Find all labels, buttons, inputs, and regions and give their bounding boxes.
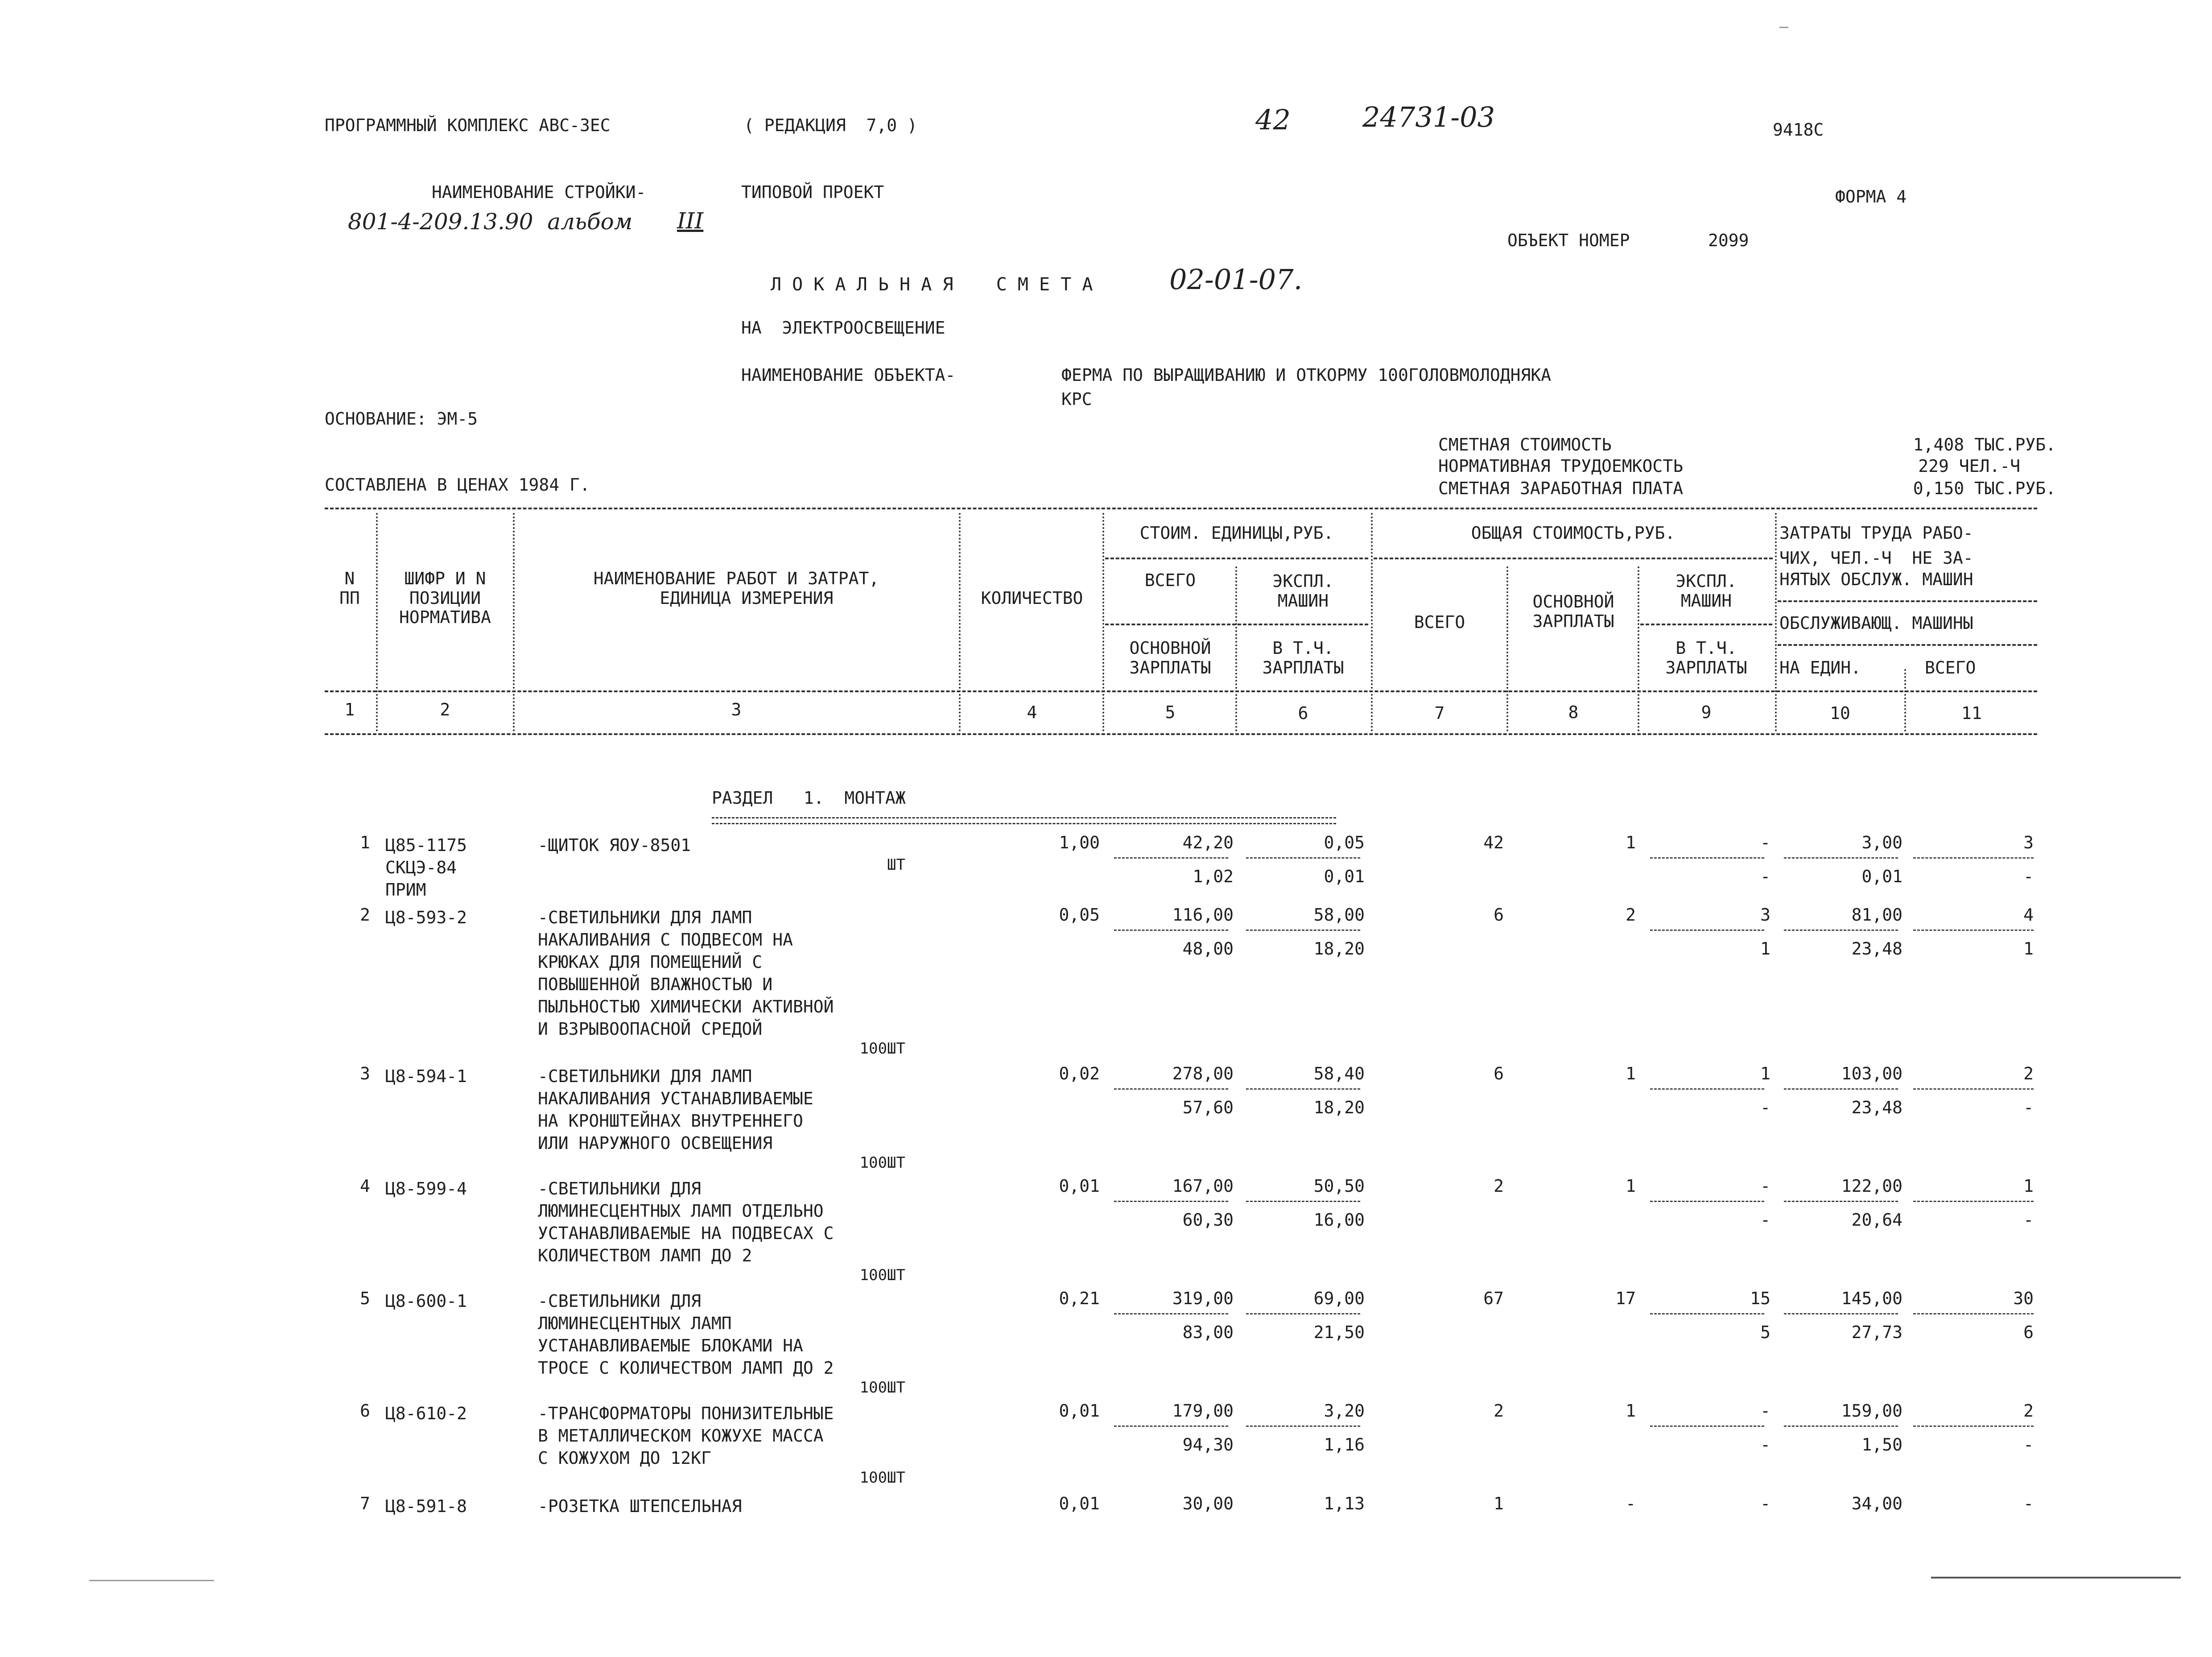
col-number: 3 xyxy=(731,700,742,719)
summary-label-wages: СМЕТНАЯ ЗАРАБОТНАЯ ПЛАТА xyxy=(1438,479,1684,498)
cell-divider xyxy=(1784,1088,1898,1090)
row-labor-total: 2 xyxy=(2023,1401,2034,1421)
object-number: 2099 xyxy=(1708,231,1749,250)
row-machine-wages-incl: - xyxy=(1760,1210,1770,1230)
row-total-machines: - xyxy=(1760,1401,1770,1421)
row-unit-cost-total: 116,00 xyxy=(1172,905,1234,925)
row-labor-machinists-total: - xyxy=(2023,1435,2034,1455)
col-sep xyxy=(1904,669,1906,731)
row-total-machines: 3 xyxy=(1760,905,1770,925)
col-header-code: ШИФР И N ПОЗИЦИИ НОРМАТИВА xyxy=(399,569,491,628)
cell-divider xyxy=(1246,1201,1360,1202)
row-labor-per-unit: 103,00 xyxy=(1841,1064,1902,1083)
cell-divider xyxy=(1784,930,1898,931)
row-labor-machinists-unit: 0,01 xyxy=(1861,867,1902,886)
col-header-quantity: КОЛИЧЕСТВО xyxy=(981,588,1083,608)
col-number: 7 xyxy=(1434,703,1445,723)
row-unit: 100ШТ xyxy=(859,1469,905,1487)
cell-divider xyxy=(1650,930,1764,931)
row-machine-wages-incl: 1 xyxy=(1760,939,1770,959)
cell-divider xyxy=(1246,1313,1360,1314)
col-sep xyxy=(1506,566,1508,731)
project-code-handwritten: 801-4-209.13.90 альбом xyxy=(348,209,633,235)
row-total-machines: 1 xyxy=(1760,1064,1770,1083)
row-quantity: 0,01 xyxy=(1059,1494,1100,1513)
row-labor-per-unit: 3,00 xyxy=(1861,833,1902,852)
album-number-handwritten: III xyxy=(677,208,704,234)
row-name: -СВЕТИЛЬНИКИ ДЛЯ ЛЮМИНЕСЦЕНТНЫХ ЛАМП ОТДЕЛЬНО УСТАНАВЛИВАЕМЫЕ НА ПОДВЕСАХ С КОЛИЧЕСТВОМ ЛАМП ДО 2 xyxy=(538,1179,834,1265)
cell-divider xyxy=(1650,1313,1764,1314)
page-number: 42 xyxy=(1255,103,1291,136)
row-total-wages: 2 xyxy=(1626,905,1636,925)
summary-label-cost: СМЕТНАЯ СТОИМОСТЬ xyxy=(1438,435,1612,455)
row-number: 3 xyxy=(360,1064,370,1083)
row-name: -СВЕТИЛЬНИКИ ДЛЯ ЛЮМИНЕСЦЕНТНЫХ ЛАМП УСТАНАВЛИВАЕМЫЕ БЛОКАМИ НА ТРОСЕ С КОЛИЧЕСТВОМ ЛАМП ДО 2 xyxy=(538,1291,834,1378)
row-code: Ц8-610-2 xyxy=(385,1404,467,1423)
col-number: 4 xyxy=(1027,702,1037,722)
row-unit-cost-machines: 50,50 xyxy=(1313,1176,1365,1196)
construction-label: НАИМЕНОВАНИЕ СТРОЙКИ- xyxy=(432,182,646,202)
row-labor-total: 4 xyxy=(2023,905,2034,925)
cell-divider xyxy=(1784,1201,1898,1202)
row-unit-cost-total: 179,00 xyxy=(1172,1401,1234,1421)
row-total-cost: 6 xyxy=(1494,905,1504,925)
scan-mark xyxy=(89,1580,214,1581)
row-code: Ц8-594-1 xyxy=(385,1066,467,1086)
row-number: 4 xyxy=(360,1176,370,1196)
row-number: 7 xyxy=(360,1494,370,1513)
col-sep xyxy=(513,513,515,731)
col-header-labor-line3: НЯТЫХ ОБСЛУЖ. МАШИН xyxy=(1779,570,1973,589)
cell-divider xyxy=(1650,857,1764,859)
col-number: 5 xyxy=(1165,702,1176,722)
col-header-uc-total: ВСЕГО xyxy=(1144,570,1196,590)
row-code: Ц8-591-8 xyxy=(385,1496,467,1516)
row-total-wages: 1 xyxy=(1626,833,1636,852)
row-unit-cost-machines: 1,13 xyxy=(1324,1494,1365,1513)
cell-divider xyxy=(1246,1426,1360,1427)
row-unit-cost-machines: 0,05 xyxy=(1324,833,1365,852)
price-basis: СОСТАВЛЕНА В ЦЕНАХ 1984 Г. xyxy=(325,475,590,495)
row-unit-cost-machines: 3,20 xyxy=(1324,1401,1365,1421)
cell-divider xyxy=(1784,1313,1898,1314)
row-labor-machinists-unit: 23,48 xyxy=(1851,1098,1902,1117)
col-header-name: НАИМЕНОВАНИЕ РАБОТ И ЗАТРАТ, ЕДИНИЦА ИЗМЕРЕНИЯ xyxy=(593,569,879,608)
row-labor-machinists-unit: 23,48 xyxy=(1851,939,1902,959)
scan-mark xyxy=(1779,27,1788,28)
row-unit-cost-total: 42,20 xyxy=(1182,833,1234,852)
row-machine-wages-incl: - xyxy=(1760,1098,1770,1117)
row-code: Ц8-600-1 xyxy=(385,1291,467,1311)
unit-cost-rule xyxy=(1105,558,1368,559)
cell-divider xyxy=(1114,1313,1228,1314)
col-header-tc-incl: В Т.Ч. ЗАРПЛАТЫ xyxy=(1665,638,1747,678)
row-unit: 100ШТ xyxy=(859,1379,905,1397)
object-number-label: ОБЪЕКТ НОМЕР xyxy=(1507,231,1630,250)
cell-divider xyxy=(1784,1426,1898,1427)
row-total-cost: 6 xyxy=(1494,1064,1504,1083)
row-unit: 100ШТ xyxy=(859,1154,905,1172)
row-unit-cost-total: 278,00 xyxy=(1172,1064,1234,1083)
cell-divider xyxy=(1650,1201,1764,1202)
row-total-wages: - xyxy=(1626,1494,1636,1513)
col-number: 6 xyxy=(1298,703,1308,723)
col-sep xyxy=(1102,513,1104,731)
cell-divider xyxy=(1913,1088,2034,1090)
row-labor-per-unit: 81,00 xyxy=(1851,905,1902,925)
cell-divider xyxy=(1114,857,1228,859)
cell-divider xyxy=(1913,1313,2034,1314)
row-name: -ЩИТОК ЯОУ-8501 xyxy=(538,835,691,855)
row-quantity: 0,01 xyxy=(1059,1401,1100,1421)
row-total-cost: 42 xyxy=(1483,833,1504,852)
row-labor-machinists-unit: 1,50 xyxy=(1861,1435,1902,1455)
col-number: 8 xyxy=(1568,702,1579,722)
row-total-machines: 15 xyxy=(1750,1289,1770,1308)
row-number: 2 xyxy=(360,905,370,925)
col-number: 11 xyxy=(1961,703,1982,723)
row-labor-total: - xyxy=(2023,1494,2034,1513)
col-header-labor-line1: ЗАТРАТЫ ТРУДА РАБО- xyxy=(1779,523,1973,543)
cell-divider xyxy=(1650,1426,1764,1427)
cell-divider xyxy=(1913,1426,2034,1427)
row-labor-total: 1 xyxy=(2023,1176,2034,1196)
row-unit-cost-machines: 58,40 xyxy=(1313,1064,1365,1083)
object-name-line2: КРС xyxy=(1061,389,1092,409)
row-machine-wages-incl: - xyxy=(1760,867,1770,886)
row-unit: 100ШТ xyxy=(859,1040,905,1058)
row-quantity: 0,01 xyxy=(1059,1176,1100,1196)
row-unit-cost-total: 319,00 xyxy=(1172,1289,1234,1308)
row-code: Ц85-1175 СКЦЭ-84 ПРИМ xyxy=(385,835,467,900)
cell-divider xyxy=(1913,1201,2034,1202)
row-unit: 100ШТ xyxy=(859,1266,905,1284)
section-title: РАЗДЕЛ 1. МОНТАЖ xyxy=(712,788,906,808)
program-name: ПРОГРАММНЫЙ КОМПЛЕКС АВС-3ЕС xyxy=(325,116,611,135)
col-header-labor-line2: ЧИХ, ЧЕЛ.-Ч НЕ ЗА- xyxy=(1779,548,1973,568)
column-numbers-bottom-rule xyxy=(325,733,2037,735)
labor-rule-2 xyxy=(1778,644,2037,646)
scan-mark xyxy=(1931,1577,2181,1578)
total-mach-mid-rule xyxy=(1640,624,1772,625)
col-number: 2 xyxy=(440,700,450,719)
row-labor-per-unit: 159,00 xyxy=(1841,1401,1902,1421)
summary-value-wages: 0,150 ТЫС.РУБ. xyxy=(1913,479,2056,498)
col-header-tc-wage: ОСНОВНОЙ ЗАРПЛАТЫ xyxy=(1532,592,1614,631)
row-unit-wages-incl: 18,20 xyxy=(1313,939,1365,959)
row-labor-machinists-total: 1 xyxy=(2023,939,2034,959)
row-labor-total: 30 xyxy=(2013,1289,2034,1308)
unit-cost-mid-rule xyxy=(1105,624,1368,625)
row-name: -СВЕТИЛЬНИКИ ДЛЯ ЛАМП НАКАЛИВАНИЯ УСТАНАВЛИВАЕМЫЕ НА КРОНШТЕЙНАХ ВНУТРЕННЕГО ИЛИ НАРУЖНОГО ОСВЕЩЕНИЯ xyxy=(538,1066,813,1153)
row-unit-wages-incl: 16,00 xyxy=(1313,1210,1365,1230)
row-labor-per-unit: 145,00 xyxy=(1841,1289,1902,1308)
row-labor-machinists-total: 6 xyxy=(2023,1322,2034,1342)
document-title: Л О К А Л Ь Н А Я С М Е Т А xyxy=(771,274,1093,295)
row-total-machines: - xyxy=(1760,1494,1770,1513)
row-machine-wages-incl: 5 xyxy=(1760,1322,1770,1342)
row-total-wages: 1 xyxy=(1626,1401,1636,1421)
summary-value-labor: 229 ЧЕЛ.-Ч xyxy=(1918,456,2020,476)
row-unit-wages: 83,00 xyxy=(1182,1322,1234,1342)
row-unit: ШТ xyxy=(887,856,905,874)
object-name-label: НАИМЕНОВАНИЕ ОБЪЕКТА- xyxy=(741,365,956,385)
estimate-number-handwritten: 02-01-07. xyxy=(1169,263,1303,296)
col-header-number: N ПП xyxy=(339,569,360,608)
row-total-wages: 1 xyxy=(1626,1064,1636,1083)
cell-divider xyxy=(1246,857,1360,859)
row-labor-per-unit: 122,00 xyxy=(1841,1176,1902,1196)
row-labor-machinists-unit: 27,73 xyxy=(1851,1322,1902,1342)
col-header-unit-cost: СТОИМ. ЕДИНИЦЫ,РУБ. xyxy=(1139,523,1334,543)
row-labor-machinists-total: - xyxy=(2023,1210,2034,1230)
col-header-uc-mach: ЭКСПЛ. МАШИН xyxy=(1272,571,1334,611)
row-labor-machinists-total: - xyxy=(2023,1098,2034,1117)
col-header-uc-incl: В Т.Ч. ЗАРПЛАТЫ xyxy=(1262,638,1344,678)
cell-divider xyxy=(1913,857,2034,859)
edition: ( РЕДАКЦИЯ 7,0 ) xyxy=(744,116,917,135)
col-number: 9 xyxy=(1701,702,1712,722)
stamp-code: 9418С xyxy=(1773,120,1824,140)
col-number: 1 xyxy=(344,700,355,719)
row-quantity: 0,05 xyxy=(1059,905,1100,925)
cell-divider xyxy=(1913,930,2034,931)
total-cost-rule xyxy=(1374,558,1773,559)
row-total-cost: 1 xyxy=(1494,1494,1504,1513)
col-sep xyxy=(1775,513,1777,731)
row-quantity: 0,02 xyxy=(1059,1064,1100,1083)
section-underline xyxy=(712,817,1336,824)
row-unit-wages-incl: 1,16 xyxy=(1324,1435,1365,1455)
row-labor-total: 3 xyxy=(2023,833,2034,852)
document-code: 24731-03 xyxy=(1362,101,1495,133)
construction-value: ТИПОВОЙ ПРОЕКТ xyxy=(741,182,884,202)
cell-divider xyxy=(1246,930,1360,931)
row-name: -СВЕТИЛЬНИКИ ДЛЯ ЛАМП НАКАЛИВАНИЯ С ПОДВЕСОМ НА КРЮКАХ ДЛЯ ПОМЕЩЕНИЙ С ПОВЫШЕННОЙ ВЛАЖНОСТЬЮ И ПЫЛЬНОСТЬЮ ХИМИЧЕСКИ АКТИВНОЙ И ВЗРЫВООПАСНОЙ СРЕДОЙ xyxy=(538,908,834,1039)
header-bottom-rule xyxy=(325,690,2037,692)
row-name: -РОЗЕТКА ШТЕПСЕЛЬНАЯ xyxy=(538,1496,742,1516)
col-header-labor-line4: ОБСЛУЖИВАЮЩ. МАШИНЫ xyxy=(1779,613,1973,633)
row-number: 1 xyxy=(360,833,370,852)
cell-divider xyxy=(1246,1088,1360,1090)
cell-divider xyxy=(1114,930,1228,931)
basis: ОСНОВАНИЕ: ЭМ-5 xyxy=(325,409,478,429)
row-unit-wages: 48,00 xyxy=(1182,939,1234,959)
row-total-wages: 17 xyxy=(1615,1289,1636,1308)
cell-divider xyxy=(1784,857,1898,859)
row-unit-wages-incl: 18,20 xyxy=(1313,1098,1365,1117)
col-header-labor-total: ВСЕГО xyxy=(1925,658,1976,678)
summary-label-labor: НОРМАТИВНАЯ ТРУДОЕМКОСТЬ xyxy=(1438,456,1684,476)
row-total-cost: 2 xyxy=(1494,1401,1504,1421)
col-header-total-cost: ОБЩАЯ СТОИМОСТЬ,РУБ. xyxy=(1471,523,1676,543)
row-unit-wages-incl: 21,50 xyxy=(1313,1322,1365,1342)
object-name-line1: ФЕРМА ПО ВЫРАЩИВАНИЮ И ОТКОРМУ 100ГОЛОВМОЛОДНЯКА xyxy=(1061,365,1552,385)
row-unit-wages: 1,02 xyxy=(1193,867,1234,886)
header-top-rule xyxy=(325,508,2037,509)
row-labor-per-unit: 34,00 xyxy=(1851,1494,1902,1513)
col-sep xyxy=(959,513,961,731)
row-unit-cost-total: 30,00 xyxy=(1182,1494,1234,1513)
row-labor-machinists-total: - xyxy=(2023,867,2034,886)
cell-divider xyxy=(1114,1426,1228,1427)
row-total-machines: - xyxy=(1760,1176,1770,1196)
row-unit-wages-incl: 0,01 xyxy=(1324,867,1365,886)
col-sep xyxy=(1371,513,1373,731)
row-total-cost: 2 xyxy=(1494,1176,1504,1196)
row-machine-wages-incl: - xyxy=(1760,1435,1770,1455)
row-name: -ТРАНСФОРМАТОРЫ ПОНИЗИТЕЛЬНЫЕ В МЕТАЛЛИЧЕСКОМ КОЖУХЕ МАССА С КОЖУХОМ ДО 12КГ xyxy=(538,1404,834,1468)
row-unit-wages: 94,30 xyxy=(1182,1435,1234,1455)
col-header-uc-wage: ОСНОВНОЙ ЗАРПЛАТЫ xyxy=(1129,638,1211,678)
row-total-machines: - xyxy=(1760,833,1770,852)
row-code: Ц8-599-4 xyxy=(385,1179,467,1198)
labor-rule-1 xyxy=(1778,600,2037,602)
row-labor-machinists-unit: 20,64 xyxy=(1851,1210,1902,1230)
cell-divider xyxy=(1114,1088,1228,1090)
row-quantity: 1,00 xyxy=(1059,833,1100,852)
row-quantity: 0,21 xyxy=(1059,1289,1100,1308)
col-sep xyxy=(376,513,378,731)
row-unit-cost-machines: 69,00 xyxy=(1313,1289,1365,1308)
row-code: Ц8-593-2 xyxy=(385,908,467,927)
col-number: 10 xyxy=(1830,703,1850,723)
col-header-tc-total: ВСЕГО xyxy=(1414,612,1465,632)
row-unit-cost-machines: 58,00 xyxy=(1313,905,1365,925)
row-number: 5 xyxy=(360,1289,370,1308)
row-unit-wages: 57,60 xyxy=(1182,1098,1234,1117)
form-label: ФОРМА 4 xyxy=(1835,187,1907,207)
row-total-cost: 67 xyxy=(1483,1289,1504,1308)
row-labor-total: 2 xyxy=(2023,1064,2034,1083)
estimate-subject: НА ЭЛЕКТРООСВЕЩЕНИЕ xyxy=(741,318,945,338)
row-number: 6 xyxy=(360,1401,370,1421)
col-sep xyxy=(1638,566,1639,731)
col-sep xyxy=(1235,566,1237,731)
row-total-wages: 1 xyxy=(1626,1176,1636,1196)
row-unit-wages: 60,30 xyxy=(1182,1210,1234,1230)
row-unit-cost-total: 167,00 xyxy=(1172,1176,1234,1196)
summary-value-cost: 1,408 ТЫС.РУБ. xyxy=(1913,435,2056,455)
col-header-tc-mach: ЭКСПЛ. МАШИН xyxy=(1676,571,1737,611)
col-header-labor-unit: НА ЕДИН. xyxy=(1779,658,1861,678)
cell-divider xyxy=(1114,1201,1228,1202)
cell-divider xyxy=(1650,1088,1764,1090)
